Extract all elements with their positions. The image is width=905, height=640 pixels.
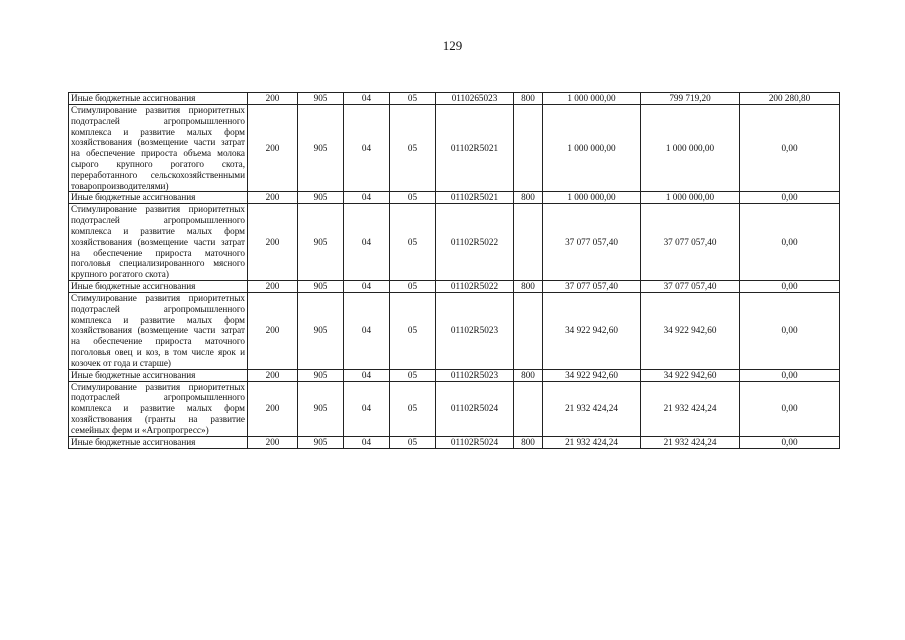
cell-expense-type bbox=[514, 105, 543, 192]
cell-target-code: 01102R5021 bbox=[436, 105, 514, 192]
cell-remaining-amount: 0,00 bbox=[740, 436, 840, 448]
cell-executed-amount: 37 077 057,40 bbox=[641, 204, 740, 281]
cell-remaining-amount: 0,00 bbox=[740, 204, 840, 281]
cell-planned-amount: 37 077 057,40 bbox=[543, 204, 641, 281]
cell-ministry-code: 905 bbox=[298, 369, 344, 381]
cell-subsection: 05 bbox=[390, 436, 436, 448]
cell-planned-amount: 1 000 000,00 bbox=[543, 105, 641, 192]
cell-ministry-code: 905 bbox=[298, 204, 344, 281]
cell-name: Иные бюджетные ассигнования bbox=[69, 192, 248, 204]
cell-planned-amount: 1 000 000,00 bbox=[543, 93, 641, 105]
cell-col-200: 200 bbox=[248, 192, 298, 204]
cell-executed-amount: 34 922 942,60 bbox=[641, 292, 740, 369]
cell-target-code: 01102R5023 bbox=[436, 292, 514, 369]
cell-executed-amount: 1 000 000,00 bbox=[641, 192, 740, 204]
cell-name: Иные бюджетные ассигнования bbox=[69, 369, 248, 381]
cell-section: 04 bbox=[344, 204, 390, 281]
cell-section: 04 bbox=[344, 192, 390, 204]
cell-subsection: 05 bbox=[390, 204, 436, 281]
cell-ministry-code: 905 bbox=[298, 280, 344, 292]
cell-planned-amount: 21 932 424,24 bbox=[543, 381, 641, 436]
cell-col-200: 200 bbox=[248, 369, 298, 381]
cell-planned-amount: 34 922 942,60 bbox=[543, 292, 641, 369]
cell-col-200: 200 bbox=[248, 436, 298, 448]
cell-executed-amount: 37 077 057,40 bbox=[641, 280, 740, 292]
cell-subsection: 05 bbox=[390, 280, 436, 292]
cell-executed-amount: 21 932 424,24 bbox=[641, 381, 740, 436]
cell-ministry-code: 905 bbox=[298, 192, 344, 204]
cell-planned-amount: 21 932 424,24 bbox=[543, 436, 641, 448]
page-number: 129 bbox=[442, 38, 463, 53]
cell-planned-amount: 34 922 942,60 bbox=[543, 369, 641, 381]
cell-executed-amount: 799 719,20 bbox=[641, 93, 740, 105]
cell-col-200: 200 bbox=[248, 280, 298, 292]
cell-target-code: 01102R5021 bbox=[436, 192, 514, 204]
cell-expense-type: 800 bbox=[514, 436, 543, 448]
cell-section: 04 bbox=[344, 436, 390, 448]
budget-table bbox=[68, 92, 840, 449]
cell-name: Стимулирование развития приоритетных подотраслей агропромышленного комплекса и развитие малых форм хозяйствования (возмещение части затрат на обеспечение прироста маточного поголовья специализированного мясного крупного рогатого скота) bbox=[69, 204, 248, 281]
cell-expense-type: 800 bbox=[514, 93, 543, 105]
cell-remaining-amount: 0,00 bbox=[740, 192, 840, 204]
table-row bbox=[69, 105, 840, 192]
cell-ministry-code: 905 bbox=[298, 93, 344, 105]
cell-executed-amount: 34 922 942,60 bbox=[641, 369, 740, 381]
cell-target-code: 01102R5023 bbox=[436, 369, 514, 381]
cell-subsection: 05 bbox=[390, 292, 436, 369]
cell-subsection: 05 bbox=[390, 369, 436, 381]
cell-expense-type bbox=[514, 204, 543, 281]
cell-col-200: 200 bbox=[248, 204, 298, 281]
cell-ministry-code: 905 bbox=[298, 381, 344, 436]
cell-col-200: 200 bbox=[248, 381, 298, 436]
cell-executed-amount: 1 000 000,00 bbox=[641, 105, 740, 192]
table-row bbox=[69, 93, 840, 105]
cell-section: 04 bbox=[344, 93, 390, 105]
cell-name: Иные бюджетные ассигнования bbox=[69, 280, 248, 292]
cell-expense-type: 800 bbox=[514, 192, 543, 204]
table-row bbox=[69, 280, 840, 292]
cell-subsection: 05 bbox=[390, 93, 436, 105]
cell-ministry-code: 905 bbox=[298, 436, 344, 448]
cell-ministry-code: 905 bbox=[298, 105, 344, 192]
cell-section: 04 bbox=[344, 280, 390, 292]
cell-planned-amount: 37 077 057,40 bbox=[543, 280, 641, 292]
cell-subsection: 05 bbox=[390, 381, 436, 436]
cell-section: 04 bbox=[344, 105, 390, 192]
cell-section: 04 bbox=[344, 292, 390, 369]
cell-target-code: 0110265023 bbox=[436, 93, 514, 105]
cell-name: Стимулирование развития приоритетных подотраслей агропромышленного комплекса и развитие малых форм хозяйствования (гранты на развитие семейных ферм и «Агропрогресс») bbox=[69, 381, 248, 436]
cell-executed-amount: 21 932 424,24 bbox=[641, 436, 740, 448]
cell-remaining-amount: 0,00 bbox=[740, 280, 840, 292]
cell-target-code: 01102R5024 bbox=[436, 381, 514, 436]
table-row bbox=[69, 369, 840, 381]
table-body bbox=[69, 93, 840, 449]
cell-name: Стимулирование развития приоритетных подотраслей агропромышленного комплекса и развитие малых форм хозяйствования (возмещение части затрат на обеспечение прироста маточного поголовья овец и коз, в том числе ярок и козочек от года и старше) bbox=[69, 292, 248, 369]
cell-target-code: 01102R5022 bbox=[436, 280, 514, 292]
cell-ministry-code: 905 bbox=[298, 292, 344, 369]
cell-remaining-amount: 0,00 bbox=[740, 369, 840, 381]
cell-target-code: 01102R5022 bbox=[436, 204, 514, 281]
cell-col-200: 200 bbox=[248, 105, 298, 192]
table-row bbox=[69, 436, 840, 448]
cell-target-code: 01102R5024 bbox=[436, 436, 514, 448]
table-row bbox=[69, 292, 840, 369]
cell-remaining-amount: 0,00 bbox=[740, 381, 840, 436]
cell-expense-type: 800 bbox=[514, 369, 543, 381]
cell-subsection: 05 bbox=[390, 105, 436, 192]
cell-remaining-amount: 0,00 bbox=[740, 105, 840, 192]
table-row bbox=[69, 204, 840, 281]
cell-name: Иные бюджетные ассигнования bbox=[69, 436, 248, 448]
cell-remaining-amount: 200 280,80 bbox=[740, 93, 840, 105]
cell-remaining-amount: 0,00 bbox=[740, 292, 840, 369]
cell-section: 04 bbox=[344, 369, 390, 381]
cell-expense-type bbox=[514, 381, 543, 436]
cell-expense-type bbox=[514, 292, 543, 369]
cell-name: Стимулирование развития приоритетных подотраслей агропромышленного комплекса и развитие малых форм хозяйствования (возмещение части затрат на обеспечение прироста объема молока сырого крупного рогатого скота, переработанного сельскохозяйственными товаропроизводителями) bbox=[69, 105, 248, 192]
cell-planned-amount: 1 000 000,00 bbox=[543, 192, 641, 204]
cell-col-200: 200 bbox=[248, 93, 298, 105]
table-row bbox=[69, 381, 840, 436]
cell-expense-type: 800 bbox=[514, 280, 543, 292]
cell-name: Иные бюджетные ассигнования bbox=[69, 93, 248, 105]
cell-subsection: 05 bbox=[390, 192, 436, 204]
cell-col-200: 200 bbox=[248, 292, 298, 369]
cell-section: 04 bbox=[344, 381, 390, 436]
table-row bbox=[69, 192, 840, 204]
